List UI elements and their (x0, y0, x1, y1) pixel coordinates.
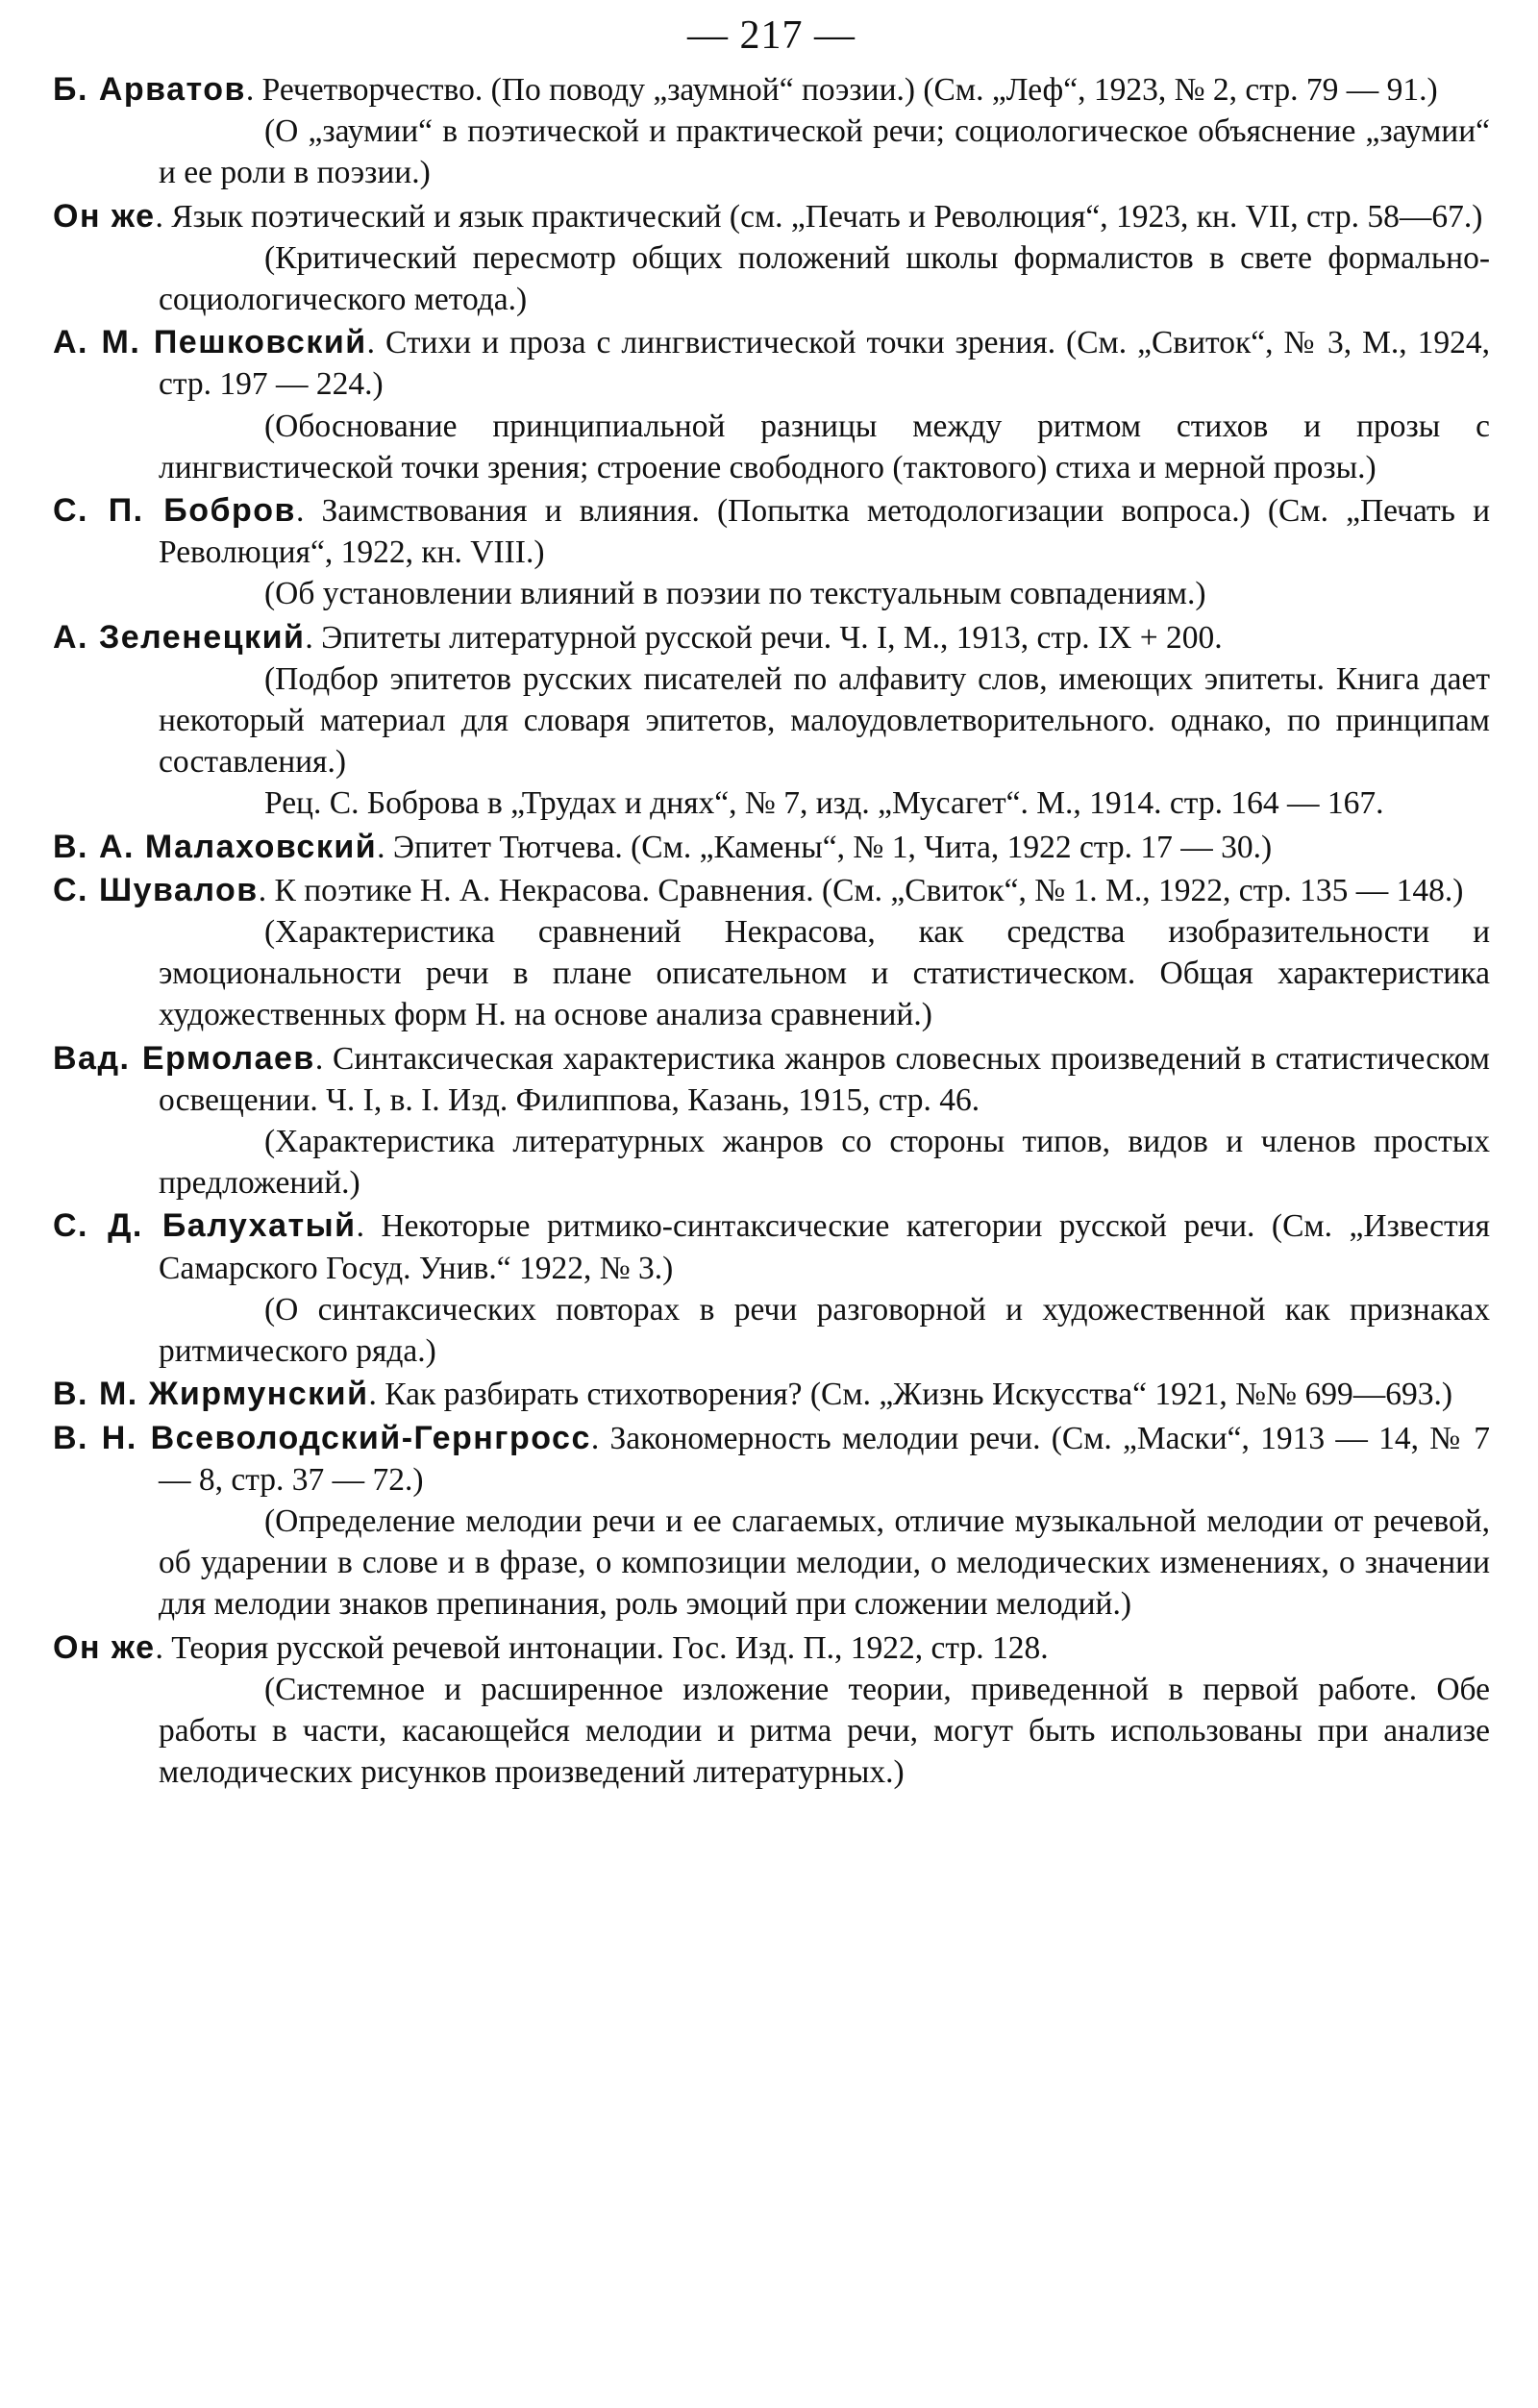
entry-author: С. Шувалов (53, 871, 259, 908)
entry-title: . Закономерность мелодии речи. (См. „Маски“, 1913 — 14, № 7 — 8, стр. 37 — 72.) (159, 1420, 1491, 1498)
entry-citation (53, 196, 1490, 237)
bibliography-entry (53, 196, 1490, 321)
entry-author: С. П. Бобров (53, 492, 296, 530)
bibliography-entry (53, 1038, 1490, 1204)
entry-title: . Заимствования и влияния. (Попытка методологизации вопроса.) (См. „Печать и Революция“, 1922, кн. VIII.) (159, 493, 1491, 571)
entry-citation (53, 1038, 1490, 1121)
entry-citation (53, 1205, 1490, 1288)
bibliography-entry (53, 322, 1490, 488)
bibliography-entry (53, 1205, 1490, 1372)
entry-author: В. А. Малаховский (53, 828, 378, 865)
entry-annotation: (Обоснование принципиальной разницы между ритмом стихов и прозы с лингвистической точки зрения; строение свободного (тактового) стиха и мерной прозы.) (159, 408, 1490, 485)
entry-citation (53, 827, 1490, 868)
entry-author: В. М. Жирмунский (53, 1376, 369, 1413)
entry-annotation: (Характеристика литературных жанров со стороны типов, видов и членов простых предложений.) (159, 1124, 1490, 1202)
entry-title: . Теория русской речевой интонации. Гос. Изд. П., 1922, стр. 128. (155, 1629, 1049, 1666)
bibliography-entry (53, 827, 1490, 868)
entry-author: Он же (53, 1628, 156, 1666)
entry-review: Рец. С. Боброва в „Трудах и днях“, № 7, изд. „Мусагет“. М., 1914. стр. 164 — 167. (264, 785, 1384, 822)
bibliography-list (53, 69, 1490, 1793)
entry-annotation: (О „заумии“ в поэтической и практической речи; социологическое объяснение „заумии“ и ее роли в поэзии.) (159, 113, 1490, 191)
entry-citation (53, 322, 1490, 405)
entry-author: Б. Арватов (53, 71, 246, 108)
entry-title: . Как разбирать стихотворения? (См. „Жизнь Искусства“ 1921, №№ 699—693.) (368, 1377, 1453, 1413)
bibliography-entry (53, 69, 1490, 194)
entry-title: . Эпитеты литературной русской речи. Ч. I, М., 1913, стр. IX + 200. (305, 619, 1223, 656)
entry-citation (53, 1627, 1490, 1669)
entry-author: Он же (53, 197, 156, 235)
page-number: — 217 — (687, 13, 856, 58)
entry-title: . Некоторые ритмико-синтаксические категории русской речи. (См. „Известия Самарского Госуд. Унив.“ 1922, № 3.) (159, 1208, 1490, 1286)
entry-author: А. М. Пешковский (53, 324, 367, 361)
entry-author: А. Зеленецкий (53, 618, 306, 656)
entry-annotation: (Системное и расширенное изложение теории, приведенной в первой работе. Обе работы в части, касающейся мелодии и ритма речи, могут быть использованы при анализе мелодических рисунков произведений литературных.) (159, 1671, 1490, 1791)
bibliography-entry (53, 490, 1490, 615)
entry-author: С. Д. Балухатый (53, 1207, 357, 1245)
entry-citation (53, 490, 1490, 573)
bibliography-entry (53, 870, 1490, 1036)
entry-annotation: (Подбор эпитетов русских писателей по алфавиту слов, имеющих эпитеты. Книга дает некоторый материал для словаря эпитетов, малоудовлетворительного. однако, по принципам составления.) (159, 660, 1490, 781)
entry-annotation: (Об установлении влияний в поэзии по текстуальным совпадениям.) (264, 576, 1206, 612)
entry-annotation: (О синтаксических повторах в речи разговорной и художественной как признаках ритмического ряда.) (159, 1291, 1490, 1370)
entry-annotation: (Критический пересмотр общих положений школы формалистов в свете формально-социологического метода.) (159, 239, 1490, 318)
entry-annotation: (Характеристика сравнений Некрасова, как средства изобразительности и эмоциональности речи в плане описательном и статистическом. Общая характеристика художественных форм Н. на основе анализа сравнений.) (159, 914, 1490, 1033)
entry-title: . Речетворчество. (По поводу „заумной“ поэзии.) (См. „Леф“, 1923, № 2, стр. 79 — 91.) (245, 72, 1438, 108)
bibliography-entry (53, 1418, 1490, 1626)
bibliography-entry (53, 1627, 1490, 1794)
entry-title: . Стихи и проза с лингвистической точки зрения. (См. „Свиток“, № 3, М., 1924, стр. 197 — 224.) (159, 325, 1490, 403)
entry-citation (53, 1418, 1490, 1501)
entry-citation (53, 69, 1490, 111)
entry-title: . Эпитет Тютчева. (См. „Камены“, № 1, Чита, 1922 стр. 17 — 30.) (377, 829, 1273, 865)
entry-author: Вад. Ермолаев (53, 1039, 315, 1077)
entry-citation (53, 617, 1490, 658)
entry-citation (53, 870, 1490, 911)
entry-title: . Синтаксическая характеристика жанров словесных произведений в статистическом освещении. Ч. I, в. I. Изд. Филиппова, Казань, 1915, стр. 46. (159, 1040, 1490, 1118)
entry-annotation: (Определение мелодии речи и ее слагаемых, отличие музыкальной мелодии от речевой, об ударении в слове и в фразе, о композиции мелодии, о мелодических изменениях, о значении для мелодии знаков препинания, роль эмоций при сложении мелодий.) (159, 1502, 1490, 1623)
entry-title: . К поэтике Н. А. Некрасова. Сравнения. (См. „Свиток“, № 1. М., 1922, стр. 135 — 148.) (258, 872, 1464, 908)
entry-title: . Язык поэтический и язык практический (см. „Печать и Революция“, 1923, кн. VII, стр. 58—67.) (155, 198, 1483, 235)
bibliography-entry (53, 1374, 1490, 1415)
entry-citation (53, 1374, 1490, 1415)
bibliography-entry (53, 617, 1490, 825)
entry-author: В. Н. Всеволодский-Гернгросс (53, 1419, 591, 1456)
